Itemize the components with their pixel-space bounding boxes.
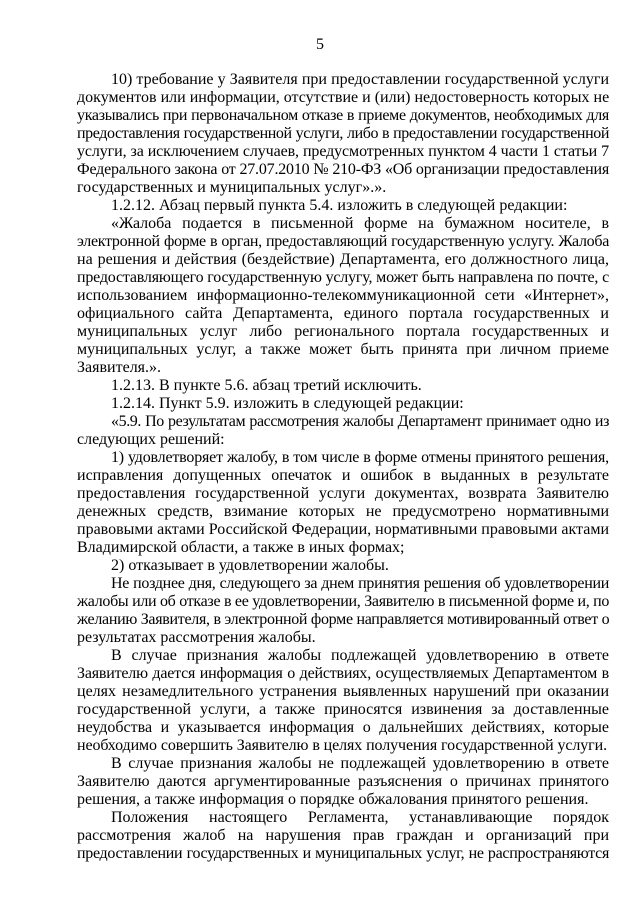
text-line: 2) отказывает в удовлетворении жалобы. [111,557,389,574]
paragraph-response-deadline [77,575,609,647]
text-line: предоставления государственной услуги документах, возврата Заявителю [77,485,609,502]
text-line: «Жалоба подается в письменной форме на бумажном носителе, в [111,215,609,232]
page-number: 5 [316,36,324,53]
paragraph-regulation-provisions [77,809,609,863]
text-line: целях незамедлительного устранения выявленных нарушений при оказании [77,683,609,700]
paragraph-decision-1 [77,449,609,557]
paragraph-if-satisfied [77,647,609,755]
text-line: необходимо совершить Заявителю в целях получения государственной услуги. [77,737,607,754]
paragraph-complaint-paragraph [77,215,609,377]
text-line: предоставляющего государственную услугу, может быть направлена по почте, с [77,269,609,286]
text-line: правовыми актами Российской Федерации, нормативными правовыми актами [77,521,610,538]
text-line: Заявителя.». [77,359,162,376]
text-line: Владимирской области, а также в иных формах; [77,539,405,556]
paragraph-if-not-satisfied [77,755,609,809]
text-line: электронной форме в орган, предоставляющий государственную услугу. Жалоба [77,233,609,250]
text-line: услуги, за исключением случаев, предусмотренных пунктом 4 части 1 статьи 7 [77,143,609,160]
text-line: денежных средств, взимание которых не предусмотрено нормативными [77,503,609,520]
text-line: Не позднее дня, следующего за днем принятия решения об удовлетворении [111,575,609,592]
text-line: официального сайта Департамента, единого портала государственных и [77,305,609,322]
text-line: 1.2.14. Пункт 5.9. изложить в следующей редакции: [111,395,464,412]
text-line: использованием информационно-телекоммуникационной сети «Интернет», [77,287,609,304]
text-line: В случае признания жалобы не подлежащей удовлетворению в ответе [111,755,609,772]
text-line: следующих решений: [77,431,225,448]
text-line: «5.9. По результатам рассмотрения жалобы Департамент принимает одно из [111,413,609,430]
text-line: Положения настоящего Регламента, устанавливающие порядок [111,809,609,826]
text-line: документов или информации, отсутствие и (или) недостоверность которых не [77,89,610,106]
text-line: неудобства и указывается информация о дальнейших действиях, которые [77,719,609,736]
text-line: Федерального закона от 27.07.2010 № 210-ФЗ «Об организации предоставления [77,161,609,178]
text-line: желанию Заявителя, в электронной форме направляется мотивированный ответ о [77,611,610,628]
paragraph-clause-5-9 [77,413,609,449]
text-line: 1.2.13. В пункте 5.6. абзац третий исключить. [111,377,422,394]
text-line: на решения и действия (бездействие) Департамента, его должностного лица, [77,251,609,268]
text-line: муниципальных услуг, а также может быть принята при личном приеме [77,341,609,358]
text-line: В случае признания жалобы подлежащей удовлетворению в ответе [111,647,609,664]
paragraph-decision-2 [77,557,609,575]
paragraph-clause-1-2-14 [77,395,609,413]
text-line: исправления допущенных опечаток и ошибок в выданных в результате [77,467,609,484]
text-line: решения, а также информация о порядке обжалования принятого решения. [77,791,589,808]
text-line: государственной услуги, а также приносятся извинения за доставленные [77,701,609,718]
text-line: 1) удовлетворяет жалобу, в том числе в форме отмены принятого решения, [111,449,609,466]
text-line: 10) требование у Заявителя при предоставлении государственной услуги [111,71,609,88]
paragraph-item-10 [77,71,609,197]
text-line: Заявителю дается информация о действиях, осуществляемых Департаментом в [77,665,609,682]
text-line: предоставления государственной услуги, либо в предоставлении государственной [77,125,609,142]
text-line: 1.2.12. Абзац первый пункта 5.4. изложить в следующей редакции: [111,197,568,214]
paragraph-clause-1-2-13 [77,377,609,395]
text-line: государственных и муниципальных услуг».». [77,179,387,196]
text-line: Заявителю даются аргументированные разъяснения о причинах принятого [77,773,609,790]
text-line: результатах рассмотрения жалобы. [77,629,316,646]
text-line: жалобы или об отказе в ее удовлетворении, Заявителю в письменной форме и, по [77,593,610,610]
text-line: рассмотрения жалоб на нарушения прав граждан и организаций при [77,827,609,844]
text-line: муниципальных услуг либо регионального портала государственных и [77,323,609,340]
paragraph-clause-1-2-12 [77,197,609,215]
document-body [77,71,609,863]
text-line: указывались при первоначальном отказе в приеме документов, необходимых для [77,107,609,124]
text-line: предоставлении государственных и муниципальных услуг, не распространяются [77,845,609,862]
